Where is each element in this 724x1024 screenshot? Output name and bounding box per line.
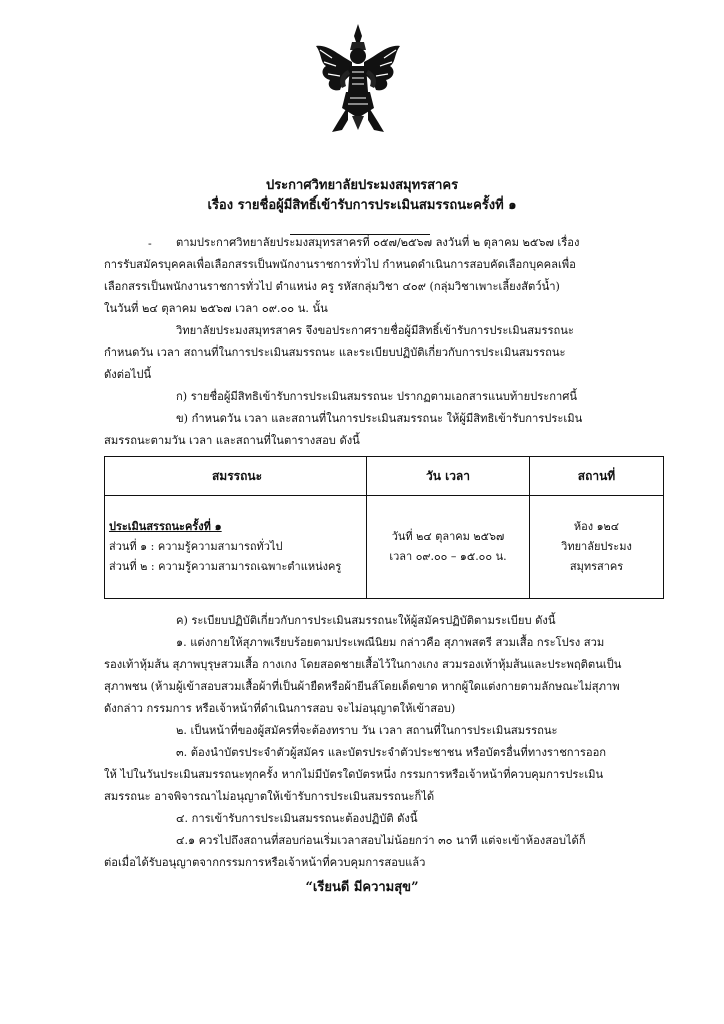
item-c: ค) ระเบียบปฏิบัติเกี่ยวกับการประเมินสมรรถนะให้ผู้สมัครปฏิบัติตามระเบียบ ดังนี้ (176, 614, 556, 627)
intro-line-2: การรับสมัครบุคคลเพื่อเลือกสรรเป็นพนักงานราชการทั่วไป กำหนดดำเนินการสอบคัดเลือกบุคคลเพื่อ (104, 258, 576, 271)
rule-1-line-2: รองเท้าหุ้มส้น สุภาพบุรุษสวมเสื้อ กางเกง โดยสอดชายเสื้อไว้ในกางเกง สวมรองเท้าหุ้มส้นและประพฤติตนเป็น (104, 658, 622, 671)
item-b-line-2: สมรรถนะตามวัน เวลา และสถานที่ในตารางสอบ ดังนี้ (104, 434, 360, 447)
announce-line-2: กำหนดวัน เวลา สถานที่ในการประเมินสมรรถนะ และระเบียบปฏิบัติเกี่ยวกับการประเมินสมรรถนะ (104, 346, 566, 359)
rule-4: ๔. การเข้ารับการประเมินสมรรถนะต้องปฏิบัติ ดังนี้ (176, 812, 418, 825)
rule-3-line-1: ๓. ต้องนำบัตรประจำตัวผู้สมัคร และบัตรประจำตัวประชาชน หรือบัตรอื่นที่ทางราชการออก (176, 746, 607, 759)
exam-schedule-table (104, 456, 664, 599)
exam-date: วันที่ ๒๔ ตุลาคม ๒๕๖๗ (391, 530, 505, 543)
intro-line-4: ในวันที่ ๒๔ ตุลาคม ๒๕๖๗ เวลา ๐๙.๐๐ น. นั้น (104, 302, 328, 315)
rule-4-1-line-1: ๔.๑ ควรไปถึงสถานที่สอบก่อนเริ่มเวลาสอบไม่น้อยกว่า ๓๐ นาที แต่จะเข้าห้องสอบได้ก็ (176, 834, 586, 847)
exam-place-line-2: สมุทรสาคร (569, 560, 624, 573)
announce-line-1: วิทยาลัยประมงสมุทรสาคร จึงขอประกาศรายชื่อผู้มีสิทธิ์เข้ารับการประเมินสมรรถนะ (176, 324, 574, 337)
closing-motto: “เรียนดี มีความสุข” (305, 880, 419, 895)
rule-1-line-4: ดังกล่าว กรรมการ หรือเจ้าหน้าที่ดำเนินการสอบ จะไม่อนุญาตให้เข้าสอบ) (104, 702, 456, 715)
cell-datetime (367, 496, 530, 599)
cell-place (530, 496, 664, 599)
intro-bullet: - (148, 237, 152, 250)
rule-4-1-line-2: ต่อเมื่อได้รับอนุญาตจากกรรมการหรือเจ้าหน้าที่ควบคุมการสอบแล้ว (104, 856, 426, 869)
exam-time: เวลา ๐๙.๐๐ – ๑๕.๐๐ น. (389, 550, 507, 563)
announce-line-3: ดังต่อไปนี้ (104, 368, 152, 381)
garuda-emblem-icon (312, 22, 404, 134)
cell-competency (105, 496, 367, 599)
rule-1-line-3: สุภาพชน (ห้ามผู้เข้าสอบสวมเสื้อผ้าที่เป็นผ้ายืดหรือผ้ายีนส์โดยเด็ดขาด หากผู้ใดแต่งกายตามลักษณะไม่สุภาพ (104, 680, 620, 693)
table-header-row (105, 457, 664, 496)
item-a: ก) รายชื่อผู้มีสิทธิเข้ารับการประเมินสมรรถนะ ปรากฏตามเอกสารแนบท้ายประกาศนี้ (176, 390, 578, 403)
rule-1-line-1: ๑. แต่งกายให้สุภาพเรียบร้อยตามประเพณีนิยม กล่าวคือ สุภาพสตรี สวมเสื้อ กระโปรง สวม (176, 636, 605, 649)
header-place: สถานที่ (530, 457, 664, 496)
announcement-subject: เรื่อง รายชื่อผู้มีสิทธิ์เข้ารับการประเมินสมรรถนะครั้งที่ ๑ (207, 198, 517, 213)
exam-room: ห้อง ๑๒๔ (573, 520, 620, 533)
rule-3-line-2: ให้ ไปในวันประเมินสมรรถนะทุกครั้ง หากไม่มีบัตรใดบัตรหนึ่ง กรรมการหรือเจ้าหน้าที่ควบคุมการประเมิน (104, 768, 604, 781)
part-1: ส่วนที่ ๑ : ความรู้ความสามารถทั่วไป (109, 540, 283, 553)
announcement-title: ประกาศวิทยาลัยประมงสมุทรสาคร (265, 178, 459, 193)
item-b-line-1: ข) กำหนดวัน เวลา และสถานที่ในการประเมินสมรรถนะ ให้ผู้มีสิทธิเข้ารับการประเมิน (176, 412, 583, 425)
intro-line-1: ตามประกาศวิทยาลัยประมงสมุทรสาครที่ ๐๕๗/๒๕๖๗ ลงวันที่ ๒ ตุลาคม ๒๕๖๗ เรื่อง (176, 236, 580, 249)
exam-place-line-1: วิทยาลัยประมง (561, 540, 632, 553)
header-competency: สมรรถนะ (105, 457, 367, 496)
table-row (105, 496, 664, 599)
round-title: ประเมินสรรถนะครั้งที่ ๑ (109, 520, 222, 533)
header-datetime: วัน เวลา (367, 457, 530, 496)
rule-2: ๒. เป็นหน้าที่ของผู้สมัครที่จะต้องทราบ วัน เวลา สถานที่ในการประเมินสมรรถนะ (176, 724, 558, 737)
intro-line-3: เลือกสรรเป็นพนักงานราชการทั่วไป ตำแหน่ง ครู รหัสกลุ่มวิชา ๔๐๙ (กลุ่มวิชาเพาะเลี้ยงสัตว์น้ำ) (104, 280, 560, 293)
part-2: ส่วนที่ ๒ : ความรู้ความสามารถเฉพาะตำแหน่งครู (109, 560, 342, 573)
rule-3-line-3: สมรรถนะ อาจพิจารณาไม่อนุญาตให้เข้ารับการประเมินสมรรถนะก็ได้ (104, 790, 435, 803)
